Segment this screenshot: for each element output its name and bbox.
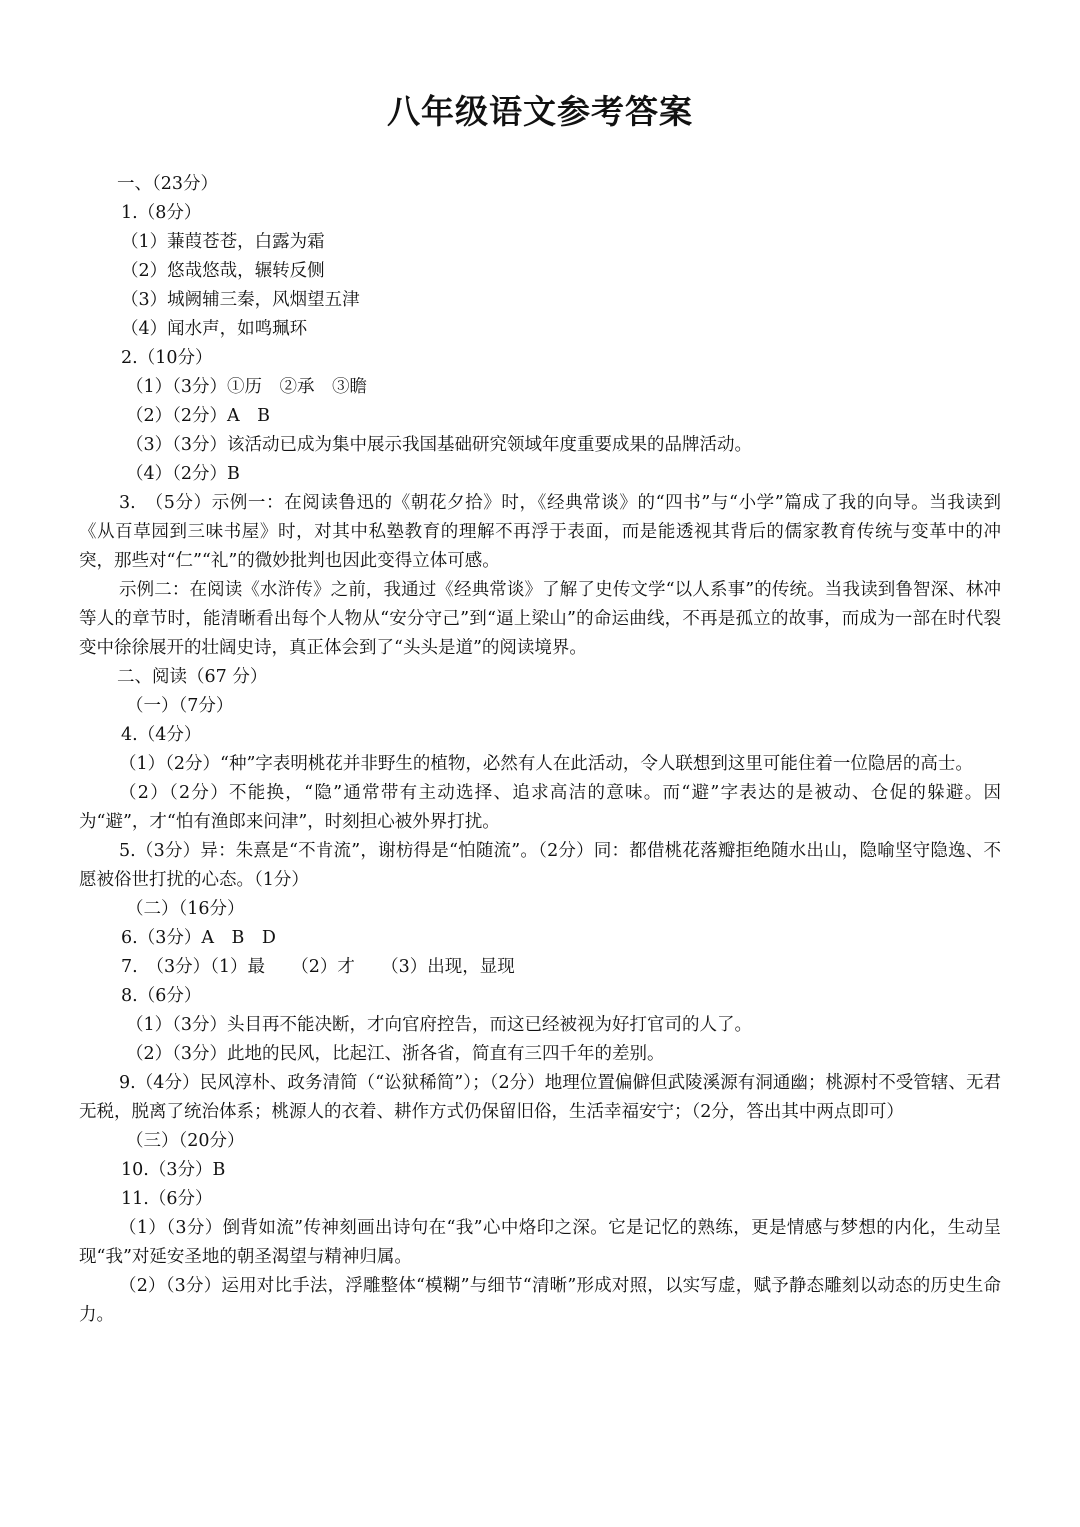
- section-heading: 一、（23分）: [117, 174, 219, 194]
- answer-content: [79, 170, 1001, 1330]
- answer-line: （1）（3分）①历 ②承 ③瞻: [126, 377, 368, 397]
- answer-line: 7. （3分）（1）最 （2）才 （3）出现，显现: [121, 957, 515, 977]
- answer-paragraph: 示例二：在阅读《水浒传》之前，我通过《经典常谈》了解了史传文学“以人系事”的传统。当我读到鲁智深、林冲等人的章节时，能清晰看出每个人物从“安分守己”到“逼上梁山”的命运曲线，不再是孤立的故事，而成为一部在时代裂变中徐徐展开的壮阔史诗，真正体会到了“头头是道”的阅读境界。: [79, 580, 1001, 658]
- answer-paragraph: 9.（4分）民风淳朴、政务清简（“讼狱稀简”）；（2分）地理位置偏僻但武陵溪源有洞通幽；桃源村不受管辖、无君无税，脱离了统治体系；桃源人的衣着、耕作方式仍保留旧俗，生活幸福安宁；（2分，答出其中两点即可）: [79, 1073, 1001, 1122]
- answer-paragraph: （1）（2分）“种”字表明桃花并非野生的植物，必然有人在此活动，令人联想到这里可能住着一位隐居的高士。: [119, 754, 973, 774]
- answer-line: 10.（3分）B: [121, 1160, 226, 1180]
- answer-line: （3）（3分）该活动已成为集中展示我国基础研究领域年度重要成果的品牌活动。: [126, 435, 753, 455]
- subsection-heading: （三）（20分）: [126, 1131, 245, 1151]
- answer-line: 6.（3分）A B D: [121, 928, 276, 948]
- answer-paragraph: （2）（3分）运用对比手法，浮雕整体“模糊”与细节“清晰”形成对照，以实写虚，赋予静态雕刻以动态的历史生命力。: [79, 1276, 1001, 1325]
- question-heading: 2.（10分）: [121, 348, 213, 368]
- answer-line: （1）（3分）头目再不能决断，才向官府控告，而这已经被视为好打官司的人了。: [126, 1015, 753, 1035]
- answer-line: （2）悠哉悠哉，辗转反侧: [121, 261, 325, 281]
- answer-line: （2）（3分）此地的民风，比起江、浙各省，简直有三四千年的差别。: [126, 1044, 665, 1064]
- answer-paragraph: （1）（3分）倒背如流”传神刻画出诗句在“我”心中烙印之深。它是记忆的熟练，更是情感与梦想的内化，生动呈现“我”对延安圣地的朝圣渴望与精神归属。: [79, 1218, 1001, 1267]
- answer-line: （1）蒹葭苍苍，白露为霜: [121, 232, 325, 252]
- question-heading: 8.（6分）: [121, 986, 202, 1006]
- answer-line: （4）（2分）B: [126, 464, 240, 484]
- page-title: 八年级语文参考答案: [387, 92, 693, 131]
- answer-line: （4）闻水声，如鸣珮环: [121, 319, 308, 339]
- answer-line: （3）城阙辅三秦，风烟望五津: [121, 290, 360, 310]
- section-heading: 二、阅读（67 分）: [117, 667, 268, 687]
- answer-paragraph: 3. （5分）示例一：在阅读鲁迅的《朝花夕拾》时，《经典常谈》的“四书”与“小学”篇成了我的向导。当我读到《从百草园到三味书屋》时，对其中私塾教育的理解不再浮于表面，而是能透视其背后的儒家教育传统与变革中的冲突，那些对“仁”“礼”的微妙批判也因此变得立体可感。: [79, 493, 1001, 571]
- subsection-heading: （一）（7分）: [126, 696, 234, 716]
- question-heading: 1.（8分）: [121, 203, 202, 223]
- question-heading: 4.（4分）: [121, 725, 202, 745]
- subsection-heading: （二）（16分）: [126, 899, 245, 919]
- question-heading: 11.（6分）: [121, 1189, 213, 1209]
- answer-paragraph: （2）（2分）不能换，“隐”通常带有主动选择、追求高洁的意味。而“避”字表达的是被动、仓促的躲避。因为“避”，才“怕有渔郎来问津”，时刻担心被外界打扰。: [79, 783, 1001, 832]
- answer-line: （2）（2分）A B: [126, 406, 271, 426]
- answer-paragraph: 5.（3分）异：朱熹是“不肯流”，谢枋得是“怕随流”。（2分）同：都借桃花落瓣拒绝随水出山，隐喻坚守隐逸、不愿被俗世打扰的心态。（1分）: [79, 841, 1001, 890]
